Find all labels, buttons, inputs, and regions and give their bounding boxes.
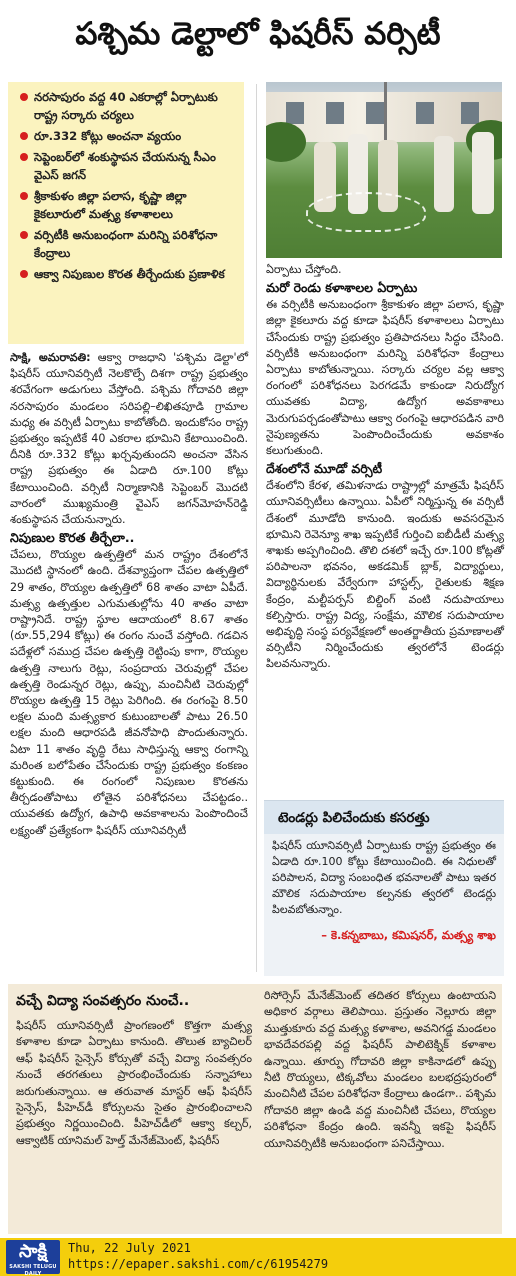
- bullet-dot-icon: [20, 93, 28, 101]
- photo-window: [416, 102, 434, 124]
- subheading-third-varsity: దేశంలోనే మూడో వర్సిటీ: [266, 461, 383, 477]
- highlight-text: ఆక్వా నిపుణుల కొరత తీర్చేందుకు ప్రణాళిక: [34, 267, 225, 281]
- tender-quote-box: [264, 800, 504, 976]
- subheading-colleges: మరో రెండు కళాశాలల ఏర్పాటు: [266, 280, 418, 296]
- footer-date: Thu, 22 July 2021: [68, 1241, 191, 1255]
- bullet-dot-icon: [20, 270, 28, 278]
- highlights-box: [8, 82, 244, 344]
- column-divider: [256, 84, 257, 972]
- news-photo: [266, 82, 502, 258]
- skills-paragraph: చేపలు, రొయ్యల ఉత్పత్తిలో మన రాష్ట్రం దేశంలోనే మొదటి స్థానంలో ఉంది. దేశవ్యాప్తంగా చేపల ఉత్పత్తిలో 29 శాతం, రొయ్యల ఉత్పత్తిలో 68 శాతం వాటా ఏపీదే. మత్స్య ఉత్పత్తుల ఎగుమతుల్లోను 40 శాతం వాటా రాష్ట్రానిదే. రాష్ట్ర స్థూల ఆదాయంలో 8.67 శాతం (రూ.55,294 కోట్లు) ఈ రంగం నుంచే వస్తోంది. గడచిన పదేళ్లలో సముద్ర చేపల ఉత్పత్తి రెట్టింపు కాగా, రొయ్యల ఉత్పత్తి నాలుగు రెట్లు, సంప్రదాయ చెరువుల్లో చేపల ఉత్పత్తి రెండున్నర రెట్లు, ఉప్పు, మంచినీటి చెరువుల్లో రొయ్యల ఉత్పత్తి 15 రెట్లు పెరిగింది. ఈ రంగంపై 8.50 లక్షల మంది మత్స్యకార కుటుంబాలతో పాటు 26.50 లక్షల మంది ఆధారపడి జీవనోపాధి పొందుతున్నారు. ఏటా 11 శాతం వృద్ధి రేటు సాధిస్తున్న ఆక్వా రంగాన్ని మరింత బలోపేతం చేసేందుకు రాష్ట్ర ప్రభుత్వం కంకణం కట్టుకుంది. ఈ రంగంలో నిపుణుల కొరతను తీర్చడంతోపాటు లోతైన పరిశోధనలు చేపట్టడం.. యువతకు ఉద్యోగ, ఉపాధి అవకాశాలను పెంపొందించే లక్ష్యంతో ప్రత్యేకంగా ఫిషరీస్ యూనివర్సిటీ: [10, 548, 248, 837]
- photo-person: [434, 136, 454, 212]
- intro-paragraph: [10, 350, 248, 528]
- logo-subtext: SAKSHI TELUGU DAILY: [9, 1264, 57, 1276]
- highlight-item: [18, 88, 238, 124]
- photo-window: [366, 102, 384, 124]
- epaper-footer: [0, 1238, 516, 1276]
- highlight-item: [18, 265, 238, 283]
- photo-window: [286, 102, 304, 124]
- subheading-skills: నిపుణుల కొరత తీర్చేలా..: [10, 530, 135, 546]
- colleges-paragraph: ఈ వర్సిటీకి అనుబంధంగా శ్రీకాకుళం జిల్లా పలాస, కృష్ణా జిల్లా కైకలూరు వద్ద కూడా ఫిషరీస్ కళాశాలలు ఏర్పాటు చేసేందుకు రాష్ట్ర ప్రభుత్వం ప్రతిపాదనలు సిద్ధం చేసింది. వర్సిటీకి అనుబంధంగా మరిన్ని పరిశోధనా కేంద్రాలు ఏర్పాటు కాబోతున్నాయి. సర్కారు చర్యల వల్ల ఆక్వా రంగంలో పరిశోధనలు పెరగడమే కాకుండా నిరుద్యోగ యువతకు విద్యా, ఉద్యోగ అవకాశాలు మెరుగుపర్చడంతోపాటు ఆక్వా రంగంపై ఆధారపడిన వారి నైపుణ్యతను పెంపొందించేందుకు అవకాశం కలుగుతుంది.: [266, 298, 505, 458]
- bullet-dot-icon: [20, 153, 28, 161]
- highlight-text: వర్సిటీకి అనుబంధంగా మరిన్ని పరిశోధనా కేంద్రాలు: [34, 228, 218, 260]
- photo-fishing-net: [306, 192, 426, 232]
- tender-box-signature: [264, 922, 504, 944]
- highlight-item: [18, 148, 238, 184]
- photo-caption-continuation: ఏర్పాటు చేస్తోంది.: [266, 263, 342, 276]
- academic-year-title: వచ్చే విద్యా సంవత్సరం నుంచే..: [16, 993, 190, 1009]
- left-article-column: [10, 350, 248, 839]
- tender-box-body: ఫిషరీస్ యూనివర్సిటీ ఏర్పాటుకు రాష్ట్ర ప్రభుత్వం ఈ ఏడాది రూ.100 కోట్లు కేటాయించింది. ఈ నిధులతో పరిపాలన, విద్యా సంబంధిత భవనాలతో పాటు ఇతర మౌలిక సదుపాయాల కల్పనకు త్వరలో టెండర్లు పిలవబోతున్నాం.: [272, 839, 496, 916]
- photo-person: [472, 132, 494, 214]
- highlight-text: నరసాపురం వద్ద 40 ఎకరాల్లో ఏర్పాటుకు రాష్ట్ర సర్కారు చర్యలు: [34, 90, 218, 122]
- third-varsity-paragraph: దేశంలోని కేరళ, తమిళనాడు రాష్ట్రాల్లో మాత్రమే ఫిషరీస్ యూనివర్సిటీలు ఉన్నాయి. ఏపీలో నిర్మిస్తున్న ఈ వర్సిటీ దేశంలో మూడోది కానుంది. ఇందుకు అవసరమైన భూమిని రెవెన్యూ శాఖ ఇప్పటికే గుర్తించి ఐబీడీటీ మత్స్య శాఖకు అప్పగించింది. తొలి దశలో ఇచ్చే రూ.100 కోట్లతో పరిపాలనా భవనం, అకడమిక్ బ్లాక్, విద్యార్థులు, విద్యార్థినులకు వేర్వేరుగా హాస్టల్స్, రైతులకు శిక్షణ కేంద్రం, మల్టీపర్పస్ బిల్డింగ్ వంటి నదుపాయాలు కల్పిస్తారు. రాష్ట్ర విద్య, సంక్షేమ, మౌలిక సదుపాయాల అభివృద్ధి సంస్థ పర్యవేక్షణలో అంతర్జాతీయ ప్రమాణాలతో వర్సిటీని నిర్మించేందుకు త్వరలోనే టెండర్లు పిలవనున్నారు.: [266, 479, 504, 671]
- highlight-item: [18, 127, 238, 145]
- footer-url[interactable]: https://epaper.sakshi.com/c/61954279: [68, 1257, 329, 1271]
- bullet-dot-icon: [20, 132, 28, 140]
- dateline: సాక్షి, అమరావతి:: [10, 351, 91, 364]
- highlight-item: [18, 226, 238, 262]
- highlight-text: శ్రీకాకుళం జిల్లా పలాస, కృష్ణా జిల్లా కైకలూరులో మత్స్య కళాశాలలు: [34, 189, 187, 221]
- highlight-text: సెప్టెంబర్‌లో శంకుస్థాపన చేయనున్న సీఎం వైఎస్ జగన్: [34, 150, 216, 182]
- highlight-text: రూ.332 కోట్లు అంచనా వ్యయం: [34, 129, 182, 143]
- photo-pole: [384, 82, 387, 142]
- photo-window: [461, 102, 479, 124]
- headline: పశ్చిమ డెల్టాలో ఫిషరీస్ వర్సిటీ: [75, 16, 441, 52]
- photo-window: [326, 102, 344, 124]
- sakshi-logo: [6, 1240, 60, 1274]
- logo-text: సాక్షి: [19, 1241, 47, 1262]
- academic-year-box: [8, 984, 502, 1234]
- tender-box-title: టెండర్లు పిలిచేందుకు కసరత్తు: [264, 800, 504, 834]
- signature-text: – కె.కన్నబాబు, కమిషనర్, మత్స్య శాఖ: [321, 928, 496, 942]
- bullet-dot-icon: [20, 231, 28, 239]
- right-article-column: [266, 262, 504, 673]
- bullet-dot-icon: [20, 192, 28, 200]
- highlight-item: [18, 187, 238, 223]
- academic-year-left-text: ఫిషరీస్ యూనివర్సిటీ ప్రాంగణంలో కొత్తగా మత్స్య కళాశాల కూడా ఏర్పాటు కానుంది. తొలుత బ్యాచిలర్ ఆఫ్ ఫిషరీస్ సైన్సెస్ కోర్సుతో వచ్చే విద్యా సంవత్సరం నుంచే తరగతులు ప్రారంభించేందుకు సన్నాహాలు జరుగుతున్నాయి. ఆ తరువాత మాస్టర్ ఆఫ్ ఫిషరీస్ సైన్సెస్, పీహెచ్‌డీ కోర్సులను సైతం ప్రారంభించాలని ప్రభుత్వం నిర్ణయించింది. పీహెచ్‌డీలో ఆక్వా కల్చర్, ఆక్వాటిక్ యానిమల్ హెల్త్ మేనేజ్‌మెంట్, ఫిషరీస్: [16, 1019, 252, 1147]
- academic-year-right-text: రిసోర్సెస్ మేనేజ్‌మెంట్ తదితర కోర్సులు ఉంటాయని అధికార వర్గాలు తెలిపాయి. ప్రస్తుతం నెల్లూరు జిల్లా ముత్తుకూరు వద్ద మత్స్య కళాశాల, అవనిగడ్డ మండలం భావదేవరపల్లి వద్ద ఫిషరీస్ పాలిటెక్నిక్ కళాశాల ఉన్నాయి. తూర్పు గోదావరి జిల్లా కాకినాడలో ఉప్పు నీటి రొయ్యలు, టిక్కవోలు మండలం బలభద్రపురంలో మంచినీటి చేపల పరిశోధనా కేంద్రాలు ఉండగా.. పశ్చిమ గోదావరి జిల్లా ఉండి వద్ద మంచినీటి చేపలు, రొయ్యల పరిశోధనా కేంద్రం ఉంది. ఇవన్నీ ఇకపై ఫిషరీస్ యూనివర్సిటీకి అనుబంధంగా పనిచేస్తాయి.: [264, 989, 496, 1150]
- intro-text: ఆక్వా రాజధాని 'పశ్చిమ డెల్టా'లో ఫిషరీస్ యూనివర్సిటీ నెలకొల్పే దిశగా రాష్ట్ర ప్రభుత్వం శరవేగంగా అడుగులు వేస్తోంది. పశ్చిమ గోదావరి జిల్లా నరసాపురం మండలం సరిపల్లి–లిఖితపూడి గ్రామాల మధ్య ఈ వర్సిటీ ఏర్పాటు కాబోతోంది. ఇందుకోసం రాష్ట్ర ప్రభుత్వం ఇప్పటికే 40 ఎకరాల భూమిని కేటాయించింది. దీనికి రూ.332 కోట్లు ఖర్చవుతుందని అంచనా వేసిన రాష్ట్ర ప్రభుత్వం ఈ ఏడాది రూ.100 కోట్లు కేటాయించింది. వర్సిటీ నిర్మాణానికి సెప్టెంబర్ మొదటి వారంలో ముఖ్యమంత్రి వైఎస్ జగన్‌మోహన్‌రెడ్డి శంకుస్థాపన చేయనున్నారు.: [10, 351, 249, 527]
- highlights-list: [18, 88, 238, 283]
